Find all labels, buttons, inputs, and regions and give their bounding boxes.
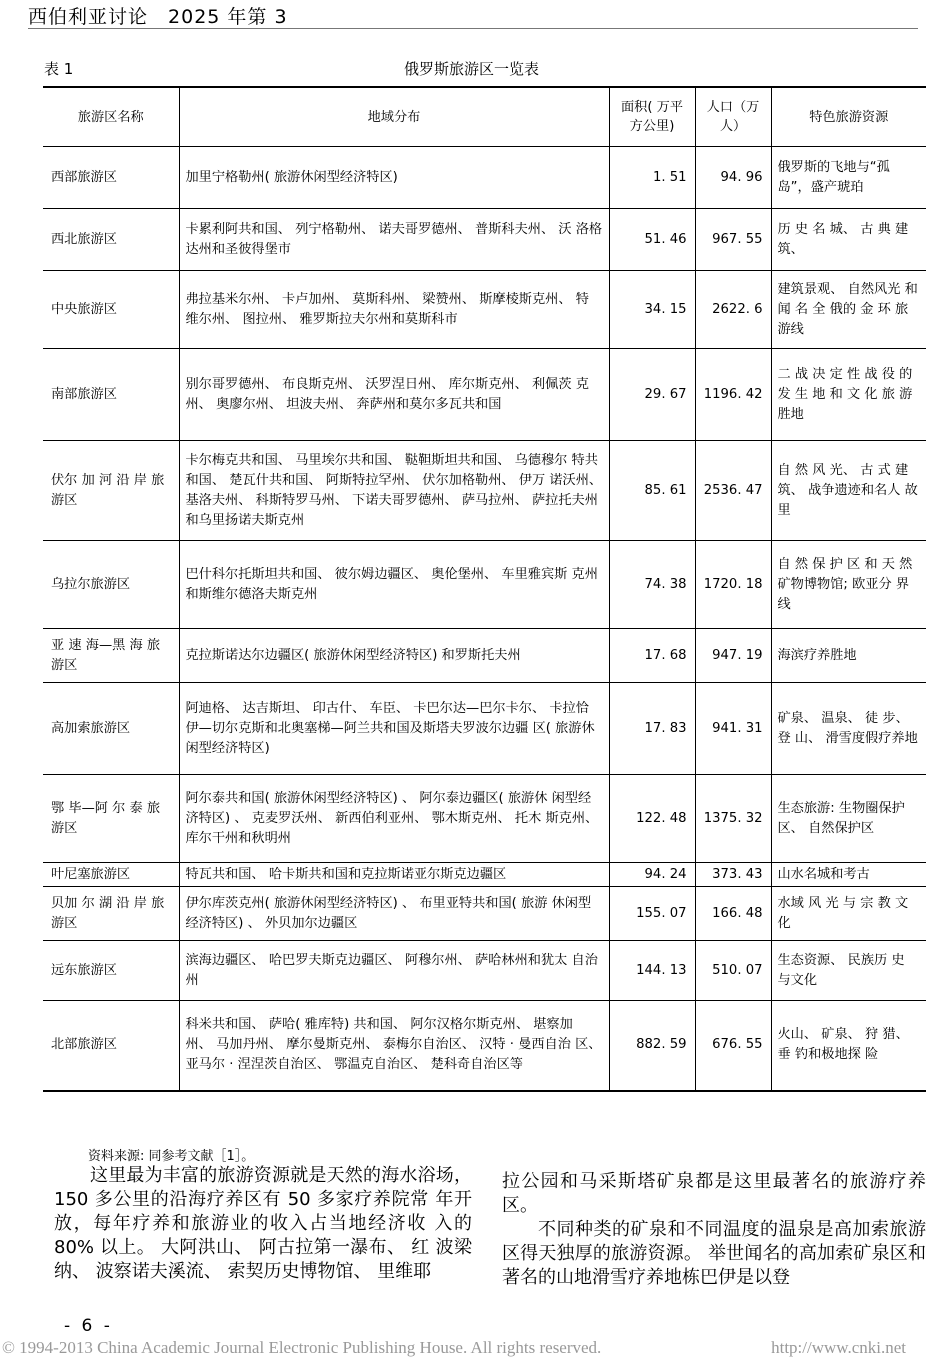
table-row: [43, 1001, 926, 1091]
table-row: [43, 775, 926, 863]
table-row: [43, 147, 926, 209]
body-paragraph: 拉公园和马采斯塔矿泉都是这里最著名的旅游疗养区。: [502, 1171, 926, 1216]
table-header-row: [43, 87, 926, 147]
column-header: 地域分布: [179, 87, 609, 147]
population-cell: 510. 07: [695, 941, 771, 1001]
feature-cell: 山水名城和考古: [771, 863, 926, 887]
column-header: 旅游区名称: [43, 87, 179, 147]
body-column-left: [54, 1164, 472, 1284]
region-area-cell: 卡累利阿共和国、 列宁格勒州、 诺夫哥罗德州、 普斯科夫州、 沃 洛格达州和圣彼得堡市: [179, 209, 609, 271]
region-area-cell: 阿迪格、 达吉斯坦、 印古什、 车臣、 卡巴尔达—巴尔卡尔、 卡拉恰 伊—切尔克斯和北奥塞梯—阿兰共和国及斯塔夫罗波尔边疆 区( 旅游休闲型经济特区): [179, 683, 609, 775]
population-cell: 166. 48: [695, 887, 771, 941]
footer-url[interactable]: http://www.cnki.net: [771, 1338, 906, 1357]
population-cell: 2536. 47: [695, 441, 771, 541]
body-paragraph: 不同种类的矿泉和不同温度的温泉是高加索旅游区得天独厚的旅游资源。 举世闻名的高加索矿泉区和著名的山地滑雪疗养地栋巴伊是以登: [502, 1219, 926, 1288]
footer-copyright: © 1994-2013 China Academic Journal Electronic Publishing House. All rights reserved.: [2, 1338, 602, 1357]
table-row: [43, 887, 926, 941]
population-cell: 1375. 32: [695, 775, 771, 863]
region-name-cell: 高加索旅游区: [43, 683, 179, 775]
region-area-cell: 阿尔泰共和国( 旅游休闲型经济特区) 、 阿尔泰边疆区( 旅游休 闲型经济特区) 、 克麦罗沃州、 新西伯利亚州、 鄂木斯克州、 托木 斯克州、 库尔干州和秋明州: [179, 775, 609, 863]
journal-name: 西伯利亚讨论: [28, 6, 149, 28]
population-cell: 1196. 42: [695, 349, 771, 441]
table-row: [43, 209, 926, 271]
feature-cell: 水域 风 光 与 宗 教 文 化: [771, 887, 926, 941]
feature-cell: 海滨疗养胜地: [771, 629, 926, 683]
area-cell: 1. 51: [609, 147, 695, 209]
region-area-cell: 伊尔库茨克州( 旅游休闲型经济特区) 、 布里亚特共和国( 旅游 休闲型经济特区) 、 外贝加尔边疆区: [179, 887, 609, 941]
area-cell: 34. 15: [609, 271, 695, 349]
header-rule: [28, 28, 918, 29]
region-area-cell: 加里宁格勒州( 旅游休闲型经济特区): [179, 147, 609, 209]
table-label: 表 1: [44, 60, 74, 78]
population-cell: 967. 55: [695, 209, 771, 271]
feature-cell: 历 史 名 城、 古 典 建 筑、: [771, 209, 926, 271]
region-area-cell: 卡尔梅克共和国、 马里埃尔共和国、 鞑靼斯坦共和国、 乌德穆尔 特共和国、 楚瓦什共和国、 阿斯特拉罕州、 伏尔加格勒州、 伊万 诺沃州、 基洛夫州、 科斯特罗马州、 下诺夫哥罗德州、 萨马拉州、 萨拉托夫州和乌里扬诺夫斯克州: [179, 441, 609, 541]
region-area-cell: 科米共和国、 萨哈( 雅库特) 共和国、 阿尔汉格尔斯克州、 堪察加 州、 马加丹州、 摩尔曼斯克州、 泰梅尔自治区、 汉特 · 曼西自治 区、 亚马尔 · 涅涅茨自治区、 鄂温克自治区、 楚科奇自治区等: [179, 1001, 609, 1091]
region-name-cell: 西北旅游区: [43, 209, 179, 271]
area-cell: 882. 59: [609, 1001, 695, 1091]
region-area-cell: 别尔哥罗德州、 布良斯克州、 沃罗涅日州、 库尔斯克州、 利佩茨 克州、 奥廖尔州、 坦波夫州、 奔萨州和莫尔多瓦共和国: [179, 349, 609, 441]
region-area-cell: 特瓦共和国、 哈卡斯共和国和克拉斯诺亚尔斯克边疆区: [179, 863, 609, 887]
feature-cell: 二 战 决 定 性 战 役 的 发 生 地 和 文 化 旅 游 胜地: [771, 349, 926, 441]
region-name-cell: 贝加 尔 湖 沿 岸 旅 游区: [43, 887, 179, 941]
journal-header: [28, 2, 308, 29]
table-row: [43, 349, 926, 441]
area-cell: 155. 07: [609, 887, 695, 941]
area-cell: 74. 38: [609, 541, 695, 629]
feature-cell: 自 然 风 光、 古 式 建 筑、 战争遗迹和名人 故里: [771, 441, 926, 541]
body-paragraph: 这里最为丰富的旅游资源就是天然的海水浴场，150 多公里的沿海疗养区有 50 多家疗养院常 年开放，每年疗养和旅游业的收入占当地经济收 入的 80% 以上。 大阿洪山、 阿古拉第一瀑布、 红 波梁纳、 波察诺夫溪流、 索契历史博物馆、 里维耶: [54, 1165, 472, 1282]
region-name-cell: 南部旅游区: [43, 349, 179, 441]
column-header: 特色旅游资源: [771, 87, 926, 147]
population-cell: 941. 31: [695, 683, 771, 775]
region-area-cell: 弗拉基米尔州、 卡卢加州、 莫斯科州、 梁赞州、 斯摩棱斯克州、 特 维尔州、 图拉州、 雅罗斯拉夫尔州和莫斯科市: [179, 271, 609, 349]
population-cell: 94. 96: [695, 147, 771, 209]
column-header: 人口（万人）: [695, 87, 771, 147]
region-area-cell: 克拉斯诺达尔边疆区( 旅游休闲型经济特区) 和罗斯托夫州: [179, 629, 609, 683]
region-name-cell: 亚 速 海—黑 海 旅 游区: [43, 629, 179, 683]
table-source: 资料来源: 同参考文献［1］。: [88, 1149, 255, 1164]
area-cell: 51. 46: [609, 209, 695, 271]
region-name-cell: 乌拉尔旅游区: [43, 541, 179, 629]
page-number: - 6 -: [64, 1316, 113, 1336]
region-area-cell: 滨海边疆区、 哈巴罗夫斯克边疆区、 阿穆尔州、 萨哈林州和犹太 自治州: [179, 941, 609, 1001]
table-row: [43, 683, 926, 775]
area-cell: 29. 67: [609, 349, 695, 441]
area-cell: 17. 83: [609, 683, 695, 775]
region-name-cell: 叶尼塞旅游区: [43, 863, 179, 887]
table-row: [43, 629, 926, 683]
area-cell: 85. 61: [609, 441, 695, 541]
table-row: [43, 863, 926, 887]
population-cell: 676. 55: [695, 1001, 771, 1091]
area-cell: 144. 13: [609, 941, 695, 1001]
table-row: [43, 541, 926, 629]
tourism-regions-table: [43, 86, 926, 1092]
feature-cell: 俄罗斯的飞地与“孤岛”，盛产琥珀: [771, 147, 926, 209]
feature-cell: 矿泉、 温泉、 徒 步、 登 山、 滑雪度假疗养地: [771, 683, 926, 775]
region-name-cell: 中央旅游区: [43, 271, 179, 349]
body-column-right: [502, 1170, 926, 1290]
region-name-cell: 远东旅游区: [43, 941, 179, 1001]
region-area-cell: 巴什科尔托斯坦共和国、 彼尔姆边疆区、 奥伦堡州、 车里雅宾斯 克州和斯维尔德洛夫斯克州: [179, 541, 609, 629]
feature-cell: 火山、 矿泉、 狩 猎、 垂 钓和极地探 险: [771, 1001, 926, 1091]
population-cell: 1720. 18: [695, 541, 771, 629]
journal-issue: 2025 年第 3: [168, 6, 288, 28]
table-row: [43, 941, 926, 1001]
region-name-cell: 西部旅游区: [43, 147, 179, 209]
area-cell: 122. 48: [609, 775, 695, 863]
feature-cell: 生态旅游: 生物圈保护区、 自然保护区: [771, 775, 926, 863]
region-name-cell: 伏尔 加 河 沿 岸 旅 游区: [43, 441, 179, 541]
table-row: [43, 271, 926, 349]
feature-cell: 生态资源、 民族历 史 与文化: [771, 941, 926, 1001]
region-name-cell: 北部旅游区: [43, 1001, 179, 1091]
population-cell: 2622. 6: [695, 271, 771, 349]
population-cell: 373. 43: [695, 863, 771, 887]
feature-cell: 建筑景观、 自然风光 和 闻 名 全 俄的 金 环 旅游线: [771, 271, 926, 349]
column-header: 面积( 万平方公里): [609, 87, 695, 147]
area-cell: 94. 24: [609, 863, 695, 887]
region-name-cell: 鄂 毕—阿 尔 泰 旅 游区: [43, 775, 179, 863]
table-row: [43, 441, 926, 541]
feature-cell: 自 然 保 护 区 和 天 然 矿物博物馆; 欧亚分 界线: [771, 541, 926, 629]
population-cell: 947. 19: [695, 629, 771, 683]
area-cell: 17. 68: [609, 629, 695, 683]
table-title: 俄罗斯旅游区一览表: [404, 60, 540, 78]
